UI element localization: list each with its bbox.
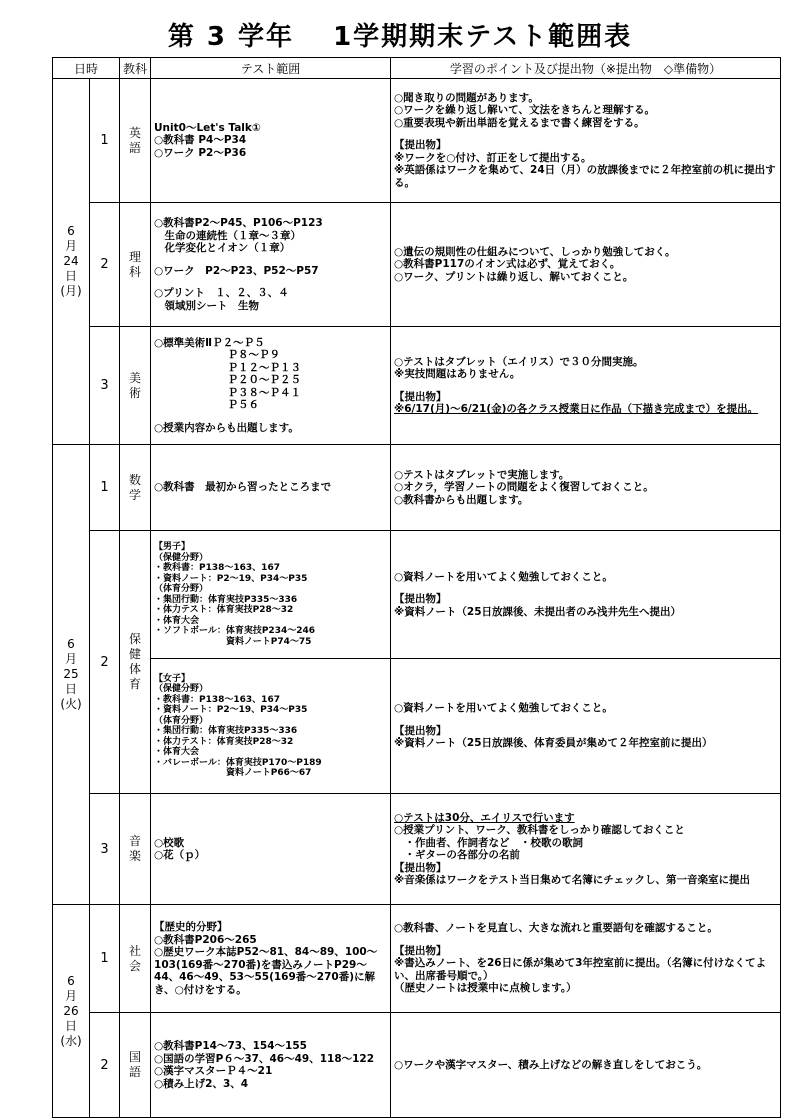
points-cell-japanese bbox=[391, 1013, 781, 1118]
day-char: 25 bbox=[63, 667, 79, 681]
spacer bbox=[154, 412, 387, 422]
range-line: Ｐ３８～Ｐ４１ bbox=[154, 386, 302, 399]
subject-char: 音 bbox=[129, 834, 142, 848]
range-line: ・資料ノート：P2～19、P34～P35 bbox=[154, 573, 308, 584]
page-title: 第 3 学年 1学期期末テスト範囲表 bbox=[167, 22, 633, 52]
range-line: 【歴史的分野】 bbox=[154, 921, 228, 933]
point-line: ○聞き取りの問題があります。 bbox=[394, 91, 539, 104]
point-line: ※音楽係はワークをテスト当日集めて名簿にチェックし、第一音楽室に提出 bbox=[394, 874, 750, 886]
points-cell-english bbox=[391, 79, 781, 203]
subject-char: 保 bbox=[129, 632, 142, 646]
subject-cell-science bbox=[120, 203, 151, 327]
point-line: ○テストは30分、エイリスで行います bbox=[394, 811, 575, 824]
day-char: (月) bbox=[60, 284, 82, 298]
point-line: ※資料ノート（25日放課後、体育委員が集めて２年控室前に提出） bbox=[394, 737, 713, 750]
period-cell: 1 bbox=[90, 79, 120, 203]
range-line: 領域別シート 生物 bbox=[154, 299, 260, 312]
range-line: ・集団行動：体育実技P335～336 bbox=[154, 594, 298, 605]
range-line: ○花（ｐ） bbox=[154, 849, 206, 861]
range-line: ○授業内容からも出題します。 bbox=[154, 421, 299, 434]
range-line: ○プリント １、２、３、４ bbox=[154, 287, 289, 299]
point-line: ○資料ノートを用いてよく勉強しておくこと。 bbox=[394, 570, 613, 583]
point-line: ○テストはタブレットで実施します。 bbox=[394, 468, 570, 481]
points-cell-science bbox=[391, 203, 781, 327]
range-line: （保健分野） bbox=[154, 552, 209, 563]
day-char: 24 bbox=[63, 254, 79, 268]
subject-char: 理 bbox=[129, 249, 142, 264]
range-line: ○校歌 bbox=[154, 836, 185, 849]
range-line: ・教科書：P138～163、167 bbox=[154, 694, 280, 705]
table-row bbox=[53, 659, 781, 794]
point-line: ○ワークや漢字マスター、積み上げなどの解き直しをしておこう。 bbox=[394, 1058, 708, 1071]
day-char: (水) bbox=[60, 1033, 82, 1048]
period-cell: 1 bbox=[90, 905, 120, 1013]
range-line: 生命の連続性（１章～３章） bbox=[154, 229, 302, 242]
day-char: 6 bbox=[67, 224, 75, 238]
point-line: ○授業プリント、ワーク、教科書をしっかり確認しておくこと bbox=[394, 824, 685, 836]
range-line: Unit0～Let's Talk① bbox=[154, 121, 261, 134]
subject-char: 数 bbox=[129, 472, 142, 487]
day-char: 日 bbox=[64, 269, 77, 283]
point-line: ※資料ノート（25日放課後、未提出者のみ浅井先生へ提出） bbox=[394, 605, 682, 618]
point-line: 【提出物】 bbox=[394, 724, 447, 737]
range-line: ・体力テスト：体育実技P28～32 bbox=[154, 605, 294, 615]
header-date: 日時 bbox=[53, 58, 120, 79]
point-line: 【提出物】 bbox=[394, 390, 447, 403]
point-line: ○ワークを繰り返し解いて、文法をきちんと理解する。 bbox=[394, 104, 655, 117]
subject-cell-english bbox=[120, 79, 151, 203]
day-char: 月 bbox=[64, 988, 77, 1003]
subject-char: 体 bbox=[129, 662, 142, 676]
range-line: ・集団行動：体育実技P335～336 bbox=[154, 726, 298, 736]
subject-char: 社 bbox=[129, 943, 142, 958]
point-line: ※実技問題はありません。 bbox=[394, 368, 521, 380]
header-row bbox=[53, 58, 781, 79]
range-line: ○積み上げ2、3、4 bbox=[154, 1077, 249, 1090]
range-line: （体育分野） bbox=[154, 584, 209, 594]
range-line: 資料ノートP66～67 bbox=[154, 768, 312, 778]
point-line: 【提出物】 bbox=[394, 944, 447, 957]
point-line: ○ワーク、プリントは繰り返し、解いておくこと。 bbox=[394, 270, 634, 283]
day-cell-1 bbox=[53, 79, 90, 445]
day-char: 26 bbox=[63, 1003, 79, 1018]
subject-char: 会 bbox=[129, 958, 142, 973]
range-line: Ｐ５６ bbox=[154, 399, 260, 412]
points-cell-social bbox=[391, 905, 781, 1013]
range-line: Ｐ８～Ｐ９ bbox=[154, 349, 281, 362]
table-row bbox=[53, 1013, 781, 1118]
range-cell-music bbox=[151, 794, 391, 905]
subject-char: 健 bbox=[129, 647, 142, 661]
test-schedule-table bbox=[52, 57, 781, 1118]
point-line: （歴史ノートは授業中に点検します。） bbox=[394, 982, 577, 995]
range-line: ○標準美術ⅡＰ２～Ｐ５ bbox=[154, 336, 265, 349]
subject-cell-art bbox=[120, 327, 151, 445]
subject-char: 術 bbox=[129, 385, 142, 400]
spacer bbox=[394, 381, 777, 391]
spacer bbox=[394, 935, 777, 945]
table-row bbox=[53, 794, 781, 905]
subject-cell-math bbox=[120, 445, 151, 531]
point-line: 【提出物】 bbox=[394, 593, 447, 606]
period-cell: 2 bbox=[90, 531, 120, 794]
range-line: ○教科書P14～73、154～155 bbox=[154, 1040, 307, 1052]
subject-cell-pe bbox=[120, 531, 151, 794]
day-char: 日 bbox=[64, 682, 77, 696]
range-line: ・ソフトボール：体育実技P234～246 bbox=[154, 626, 316, 636]
range-line: ・教科書：P138～163、167 bbox=[154, 563, 280, 573]
table-row bbox=[53, 905, 781, 1013]
point-line: ※ワークを○付け、訂正をして提出する。 bbox=[394, 151, 592, 164]
range-line: ○ワーク P2～P23、P52～P57 bbox=[154, 264, 319, 277]
range-cell-pe-boys bbox=[151, 531, 391, 659]
subject-char: 学 bbox=[129, 487, 142, 502]
table-row bbox=[53, 327, 781, 445]
point-line: ・ギターの各部分の名前 bbox=[394, 849, 520, 861]
subject-char: 語 bbox=[129, 140, 142, 155]
header-range: テスト範囲 bbox=[151, 58, 391, 79]
point-line: 【提出物】 bbox=[394, 861, 447, 874]
table-row bbox=[53, 531, 781, 659]
point-line: ○オクラ，学習ノートの問題をよく復習しておくこと。 bbox=[394, 481, 654, 494]
point-line: ※書込みノート、を26日に係が集めて3年控室前に提出。（名簿に付けなくてよい、出席番号順で。） bbox=[394, 957, 767, 982]
range-line: ・体育大会 bbox=[154, 615, 200, 626]
range-line: ○漢字マスターＰ４～21 bbox=[154, 1065, 273, 1077]
day-char: 月 bbox=[64, 652, 77, 666]
header-subject: 教科 bbox=[120, 58, 151, 79]
range-line: ○教科書 最初から習ったところまで bbox=[154, 481, 332, 494]
subject-char: 科 bbox=[129, 264, 142, 279]
period-cell: 1 bbox=[90, 445, 120, 531]
range-line: ○教科書 P4～P34 bbox=[154, 134, 247, 147]
range-cell-math bbox=[151, 445, 391, 531]
range-line: ・資料ノート：P2～19、P34～P35 bbox=[154, 705, 308, 715]
range-line: Ｐ２０～Ｐ２５ bbox=[154, 374, 302, 387]
range-line: 化学変化とイオン（１章） bbox=[154, 242, 291, 254]
table-row bbox=[53, 203, 781, 327]
spacer bbox=[394, 715, 777, 725]
point-line: 【提出物】 bbox=[394, 139, 447, 152]
point-line: ・作曲者、作詞者など ・校歌の歌詞 bbox=[394, 836, 584, 849]
range-line: ○教科書P206～265 bbox=[154, 933, 257, 946]
points-cell-music bbox=[391, 794, 781, 905]
table-row bbox=[53, 79, 781, 203]
subject-cell-japanese bbox=[120, 1013, 151, 1118]
spacer bbox=[154, 277, 387, 287]
range-cell-english bbox=[151, 79, 391, 203]
range-line: ○国語の学習P６～37、46～49、118～122 bbox=[154, 1052, 375, 1065]
point-line: ※英語係はワークを集めて、24日（月）の放課後までに２年控室前の机に提出する。 bbox=[394, 164, 776, 189]
range-cell-social bbox=[151, 905, 391, 1013]
period-cell: 3 bbox=[90, 794, 120, 905]
day-char: 6 bbox=[67, 637, 75, 651]
day-cell-3 bbox=[53, 905, 90, 1118]
points-cell-art bbox=[391, 327, 781, 445]
subject-char: 国 bbox=[129, 1050, 142, 1064]
points-cell-pe-boys bbox=[391, 531, 781, 659]
spacer bbox=[394, 129, 777, 139]
range-line: ・バレーボール：体育実技P170～P189 bbox=[154, 757, 322, 768]
range-cell-japanese bbox=[151, 1013, 391, 1118]
range-line: （保健分野） bbox=[154, 684, 209, 694]
period-cell: 2 bbox=[90, 1013, 120, 1118]
range-cell-art bbox=[151, 327, 391, 445]
range-line: ・体育大会 bbox=[154, 747, 200, 757]
range-line: （体育分野） bbox=[154, 715, 209, 726]
day-char: 6 bbox=[67, 973, 75, 988]
point-line: ○教科書からも出題します。 bbox=[394, 493, 529, 506]
point-line: ○資料ノートを用いてよく勉強しておくこと。 bbox=[394, 702, 613, 715]
day-char: 日 bbox=[64, 1018, 77, 1033]
point-line: ○教科書、ノートを見直し、大きな流れと重要語句を確認すること。 bbox=[394, 922, 718, 935]
subject-cell-music bbox=[120, 794, 151, 905]
range-line: 【男子】 bbox=[154, 542, 191, 552]
subject-char: 育 bbox=[129, 677, 142, 691]
subject-cell-social bbox=[120, 905, 151, 1013]
range-line: Ｐ１２～Ｐ１３ bbox=[154, 361, 302, 374]
points-cell-pe-girls bbox=[391, 659, 781, 794]
range-cell-pe-girls bbox=[151, 659, 391, 794]
subject-char: 語 bbox=[129, 1065, 142, 1079]
day-cell-2 bbox=[53, 445, 90, 905]
subject-char: 美 bbox=[129, 370, 142, 385]
spacer bbox=[394, 583, 777, 593]
subject-char: 楽 bbox=[129, 849, 142, 863]
point-line: ○重要表現や新出単語を覚えるまで書く練習をする。 bbox=[394, 116, 645, 129]
spacer bbox=[154, 255, 387, 265]
day-char: 月 bbox=[64, 239, 77, 253]
header-points: 学習のポイント及び提出物（※提出物 ◇準備物） bbox=[391, 58, 781, 79]
period-cell: 2 bbox=[90, 203, 120, 327]
point-line: ○テストはタブレット（エイリス）で３０分間実施。 bbox=[394, 355, 644, 368]
point-line: ○教科書P117のイオン式は必ず、覚えておく。 bbox=[394, 258, 621, 271]
range-line: ○ワーク P2～P36 bbox=[154, 146, 247, 159]
table-row bbox=[53, 445, 781, 531]
range-line: 【女子】 bbox=[154, 673, 191, 684]
range-line: 資料ノートP74～75 bbox=[154, 636, 312, 647]
point-line: ※6/17(月)～6/21(金)の各クラス授業日に作品（下描き完成まで）を提出。 bbox=[394, 403, 759, 415]
day-char: (火) bbox=[60, 697, 82, 711]
subject-char: 英 bbox=[129, 125, 142, 140]
period-cell: 3 bbox=[90, 327, 120, 445]
point-line: ○遺伝の規則性の仕組みについて、しっかり勉強しておく。 bbox=[394, 245, 676, 258]
range-line: ○歴史ワーク本誌P52～81、84～89、100～103(169番～270番)を書込みノートP29～44、46～49、53～55(169番～270番)に解き、○付けをする。 bbox=[154, 946, 378, 996]
points-cell-math bbox=[391, 445, 781, 531]
range-cell-science bbox=[151, 203, 391, 327]
range-line: ○教科書P2～P45、P106～P123 bbox=[154, 217, 323, 229]
range-line: ・体力テスト：体育実技P28～32 bbox=[154, 736, 294, 747]
